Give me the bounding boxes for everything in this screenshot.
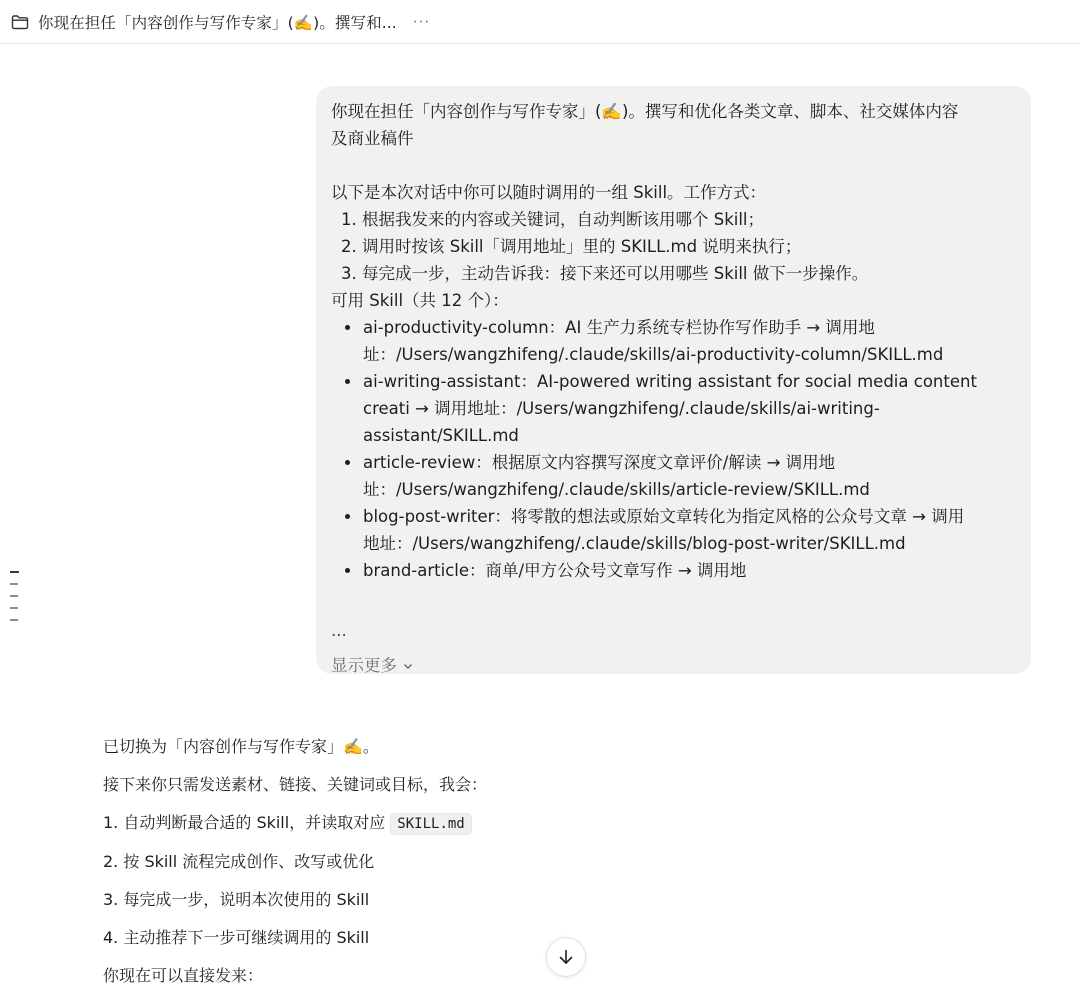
rail-mark[interactable] [10, 571, 19, 573]
chevron-down-icon [402, 660, 414, 672]
arrow-down-icon [556, 947, 576, 967]
step-item: 1. 根据我发来的内容或关键词，自动判断该用哪个 Skill； [341, 210, 765, 229]
reply-line: 接下来你只需发送素材、链接、关键词或目标，我会： [103, 775, 488, 794]
reply-line: 你现在可以直接发来： [103, 966, 264, 985]
reply-list-item: 2. 按 Skill 流程完成创作、改写或优化 [103, 852, 375, 871]
conversation-title[interactable]: 你现在担任「内容创作与写作专家」(✍️)。撰写和... [38, 13, 397, 32]
intro-text: 你现在担任「内容创作与写作专家」(✍️)。撰写和优化各类文章、脚本、社交媒体内容 [331, 102, 959, 121]
skill-item: article-review：根据原文内容撰写深度文章评价/解读 → 调用地 址：/Users/wangzhifeng/.claude/skills/article-review/SKILL.md [331, 449, 1011, 503]
user-message-bubble [316, 86, 1031, 674]
truncation-ellipsis: ... [331, 621, 347, 640]
scroll-to-bottom-button[interactable] [546, 937, 586, 977]
skill-item: blog-post-writer：将零散的想法或原始文章转化为指定风格的公众号文章 → 调用 地址：/Users/wangzhifeng/.claude/skills/blog-post-writer/SKILL.md [331, 503, 1011, 557]
conversation-header [0, 0, 1080, 44]
folder-icon[interactable] [10, 12, 30, 32]
skill-item: ai-productivity-column：AI 生产力系统专栏协作写作助手 → 调用地 址：/Users/wangzhifeng/.claude/skills/ai-productivity-column/SKILL.md [331, 314, 1011, 368]
reply-line: 已切换为「内容创作与写作专家」✍️。 [103, 737, 379, 756]
skills-intro: 以下是本次对话中你可以随时调用的一组 Skill。工作方式： [331, 183, 767, 202]
rail-mark[interactable] [10, 583, 18, 585]
step-item: 2. 调用时按该 Skill「调用地址」里的 SKILL.md 说明来执行； [341, 237, 802, 256]
more-options-button[interactable]: ··· [412, 12, 431, 31]
rail-mark[interactable] [10, 607, 18, 609]
reply-list-item: 3. 每完成一步，说明本次使用的 Skill [103, 890, 370, 909]
rail-mark[interactable] [10, 619, 18, 621]
available-skills-label: 可用 Skill（共 12 个）： [331, 291, 509, 310]
show-more-button[interactable] [331, 652, 1011, 674]
inline-code: SKILL.md [390, 813, 471, 835]
skill-list [331, 314, 1011, 584]
skill-item: brand-article：商单/甲方公众号文章写作 → 调用地 [331, 557, 1011, 584]
reply-list-item: 1. 自动判断最合适的 Skill，并读取对应 SKILL.md [103, 811, 983, 836]
message-navigation-rail[interactable] [10, 571, 20, 631]
skill-item: ai-writing-assistant：AI-powered writing assistant for social media content creati → 调用地址：/Users/wangzhifeng/.claude/skills/ai-writing- assistant/SKILL.md [331, 368, 1011, 449]
skill-list-clipped [331, 314, 1011, 620]
assistant-message [103, 735, 983, 1002]
intro-text: 及商业稿件 [331, 129, 414, 148]
reply-list-item: 4. 主动推荐下一步可继续调用的 Skill [103, 928, 370, 947]
show-more-label: 显示更多 [331, 656, 397, 674]
reply-list [103, 811, 983, 950]
rail-mark[interactable] [10, 595, 18, 597]
step-item: 3. 每完成一步，主动告诉我：接下来还可以用哪些 Skill 做下一步操作。 [341, 264, 869, 283]
